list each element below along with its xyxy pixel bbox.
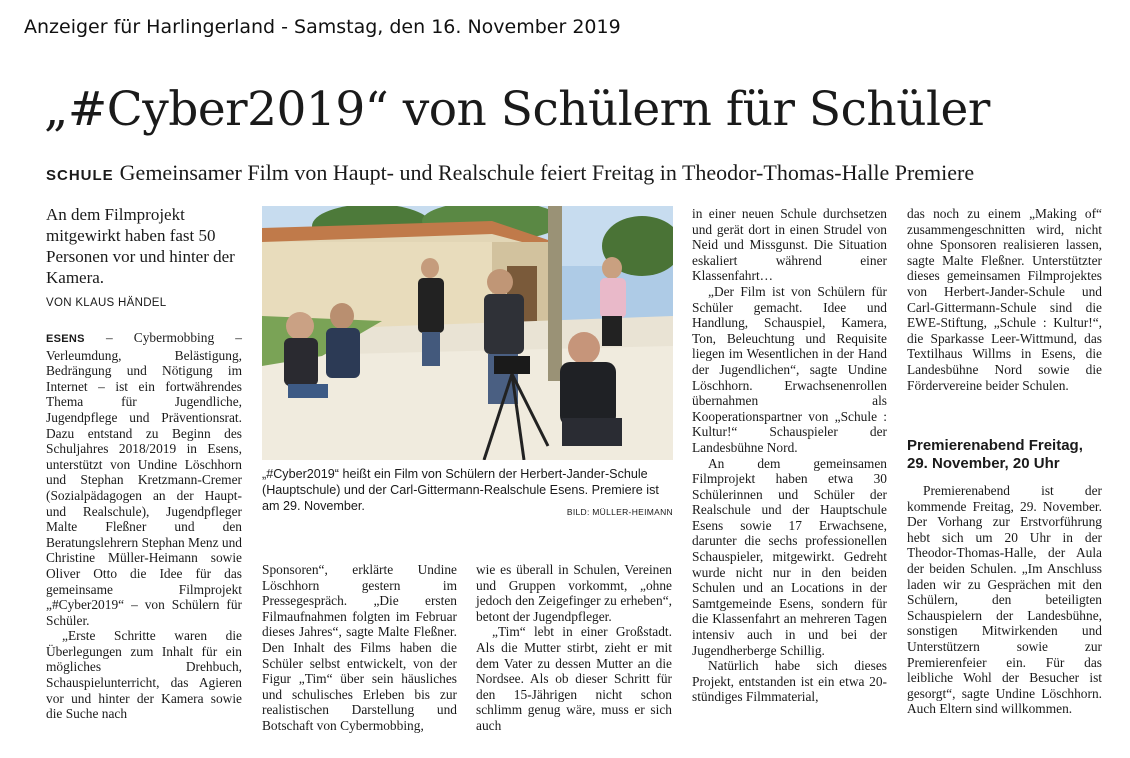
paragraph: „Erste Schritte waren die Überlegungen zum Inhalt für ein mögliches Drehbuch, Schauspielunterricht, das Agieren vor und hinter der Kamera sowie die Suche nach [46, 628, 242, 722]
paragraph: Premierenabend ist der kommende Freitag, 29. November. Der Vorhang zur Erstvorführung hebt sich um 20 Uhr in der Theodor-Thomas-Halle, der Aula der beiden Schulen. „Im Anschluss laden wir zu Gesprächen mit den Schülern, den beteiligten Schauspielern der Landesbühne, sonstigen Mitwirkenden und Unterstützern sowie zur Premierenfeier ein. Für das leibliche Wohl der Besucher ist gesorgt“, sagte Undine Löschhorn. Auch Eltern sind willkommen. [907, 483, 1102, 717]
text-column-5-continued [907, 483, 1102, 717]
article-headline: „#Cyber2019“ von Schülern für Schüler [44, 82, 990, 137]
paragraph: Sponsoren“, erklärte Undine Löschhorn gestern im Pressegespräch. „Die ersten Filmaufnahmen folgten im Februar dieses Jahres“, sagte Malte Fleßner. Den Inhalt des Films haben die Schüler selbst entwickelt, von der Figur „Tim“ über sein häusliches und schulisches Erleben bis zur realistischen Darstellung und Botschaft von Cybermobbing, [262, 562, 457, 733]
subheadline-text: Gemeinsamer Film von Haupt- und Realschule feiert Freitag in Theodor-Thomas-Halle Premiere [119, 160, 975, 185]
article-photo [262, 206, 673, 460]
paragraph: in einer neuen Schule durchsetzen und gerät dort in einen Strudel von Neid und Missgunst. Die Situation eskaliert während einer Klassenfahrt… [692, 206, 887, 284]
paragraph-text: – Cybermobbing – Verleumdung, Belästigung, Bedrängung und Nötigung im Internet – ist ein fortwährendes Thema für Jugendliche, Jugendpflege und Präventionsrat. Dazu entstand zu Beginn des Schuljahres 2018/2019 in Esens, unterstützt von Undine Löschhorn und Stephan Kretzmann-Cremer (Sozialpädagogen an der Haupt- und Realschule), Jugendpfleger Malte Fleßner und den Beratungslehrern Stephan Menz und Christine Müller-Heimann sowie Oliver Otto die Idee für das gemeinsame Filmprojekt „#Cyber2019“ – von Schülern für Schüler. [46, 330, 242, 628]
photo-credit: BILD: MÜLLER-HEIMANN [566, 507, 673, 517]
text-column-2 [262, 562, 457, 734]
dateline: ESENS [46, 333, 85, 345]
film-set-photo [262, 206, 673, 460]
column-subheading: Premierenabend Freitag, 29. November, 20 Uhr [907, 437, 1083, 472]
paragraph: wie es überall in Schulen, Vereinen und Gruppen vorkommt, „ohne jedoch den Zeigefinger zu erheben“, betont der Jugendpfleger. [476, 562, 672, 624]
photo-caption [262, 466, 673, 520]
paragraph: „Der Film ist von Schülern für Schüler gemacht. Idee und Handlung, Schauspiel, Kamera, Ton, Beleuchtung und Requisite liegen im Wesentlichen in der Hand der Jugendlichen“, sagte Undine Löschhorn. Erwachsenenrollen übernahmen als Kooperationspartner von „Schule : Kultur!“ Schauspieler der Landesbühne Nord. [692, 283, 887, 455]
text-column-4 [692, 206, 887, 705]
paragraph: Natürlich habe sich dieses Projekt, entstanden ist ein etwa 20-stündiges Filmmaterial, [692, 658, 887, 705]
article-subheadline [46, 160, 974, 186]
text-column-5 [907, 206, 1102, 393]
newspaper-source-line: Anzeiger für Harlingerland - Samstag, den 16. November 2019 [24, 16, 621, 38]
text-column-1 [46, 330, 242, 722]
paragraph: „Tim“ lebt in einer Großstadt. Als die Mutter stirbt, zieht er mit dem Vater zu dessen Mutter an die Nordsee. Als ob dieser Schritt für den 15-Jährigen nicht schon schlimm genug wäre, muss er sich auch [476, 624, 672, 733]
article-teaser: An dem Filmprojekt mitgewirkt haben fast 50 Personen vor und hinter der Kamera. [46, 205, 235, 287]
paragraph [46, 330, 242, 628]
caption-text: „#Cyber2019“ heißt ein Film von Schülern der Herbert-Jander-Schule (Hauptschule) und der Carl-Gittermann-Realschule Esens. Premiere ist am 29. November. [262, 467, 659, 513]
byline: VON KLAUS HÄNDEL [46, 297, 167, 309]
text-column-3 [476, 562, 672, 734]
section-kicker: SCHULE [46, 167, 114, 184]
paragraph: das noch zu einem „Making of“ zusammengeschnitten wird, nicht ohne Sponsoren realisieren lassen, sagte Malte Fleßner. Unterstützter dieses gemeinsamen Filmprojektes von Herbert-Jander-Schule und Carl-Gittermann-Schule sind die EWE-Stiftung, „Schule : Kultur!“, die Sparkasse Leer-Wittmund, das Textilhaus Willms in Esens, die Landesbühne Nord sowie die Fördervereine beider Schulen. [907, 206, 1102, 393]
paragraph: An dem gemeinsamen Filmprojekt haben etwa 30 Schülerinnen und Schüler der Realschule und der Hauptschule Esens sowie 17 Erwachsene, darunter die sechs professionellen Schauspieler, mitgewirkt. Gedreht wurde nicht nur in den beiden Schulen und an Locations in der Samtgemeinde Esens, sondern für die Klassenfahrt an mehreren Tagen intensiv auch in und bei der Jugendherberge Schillig. [692, 455, 887, 658]
